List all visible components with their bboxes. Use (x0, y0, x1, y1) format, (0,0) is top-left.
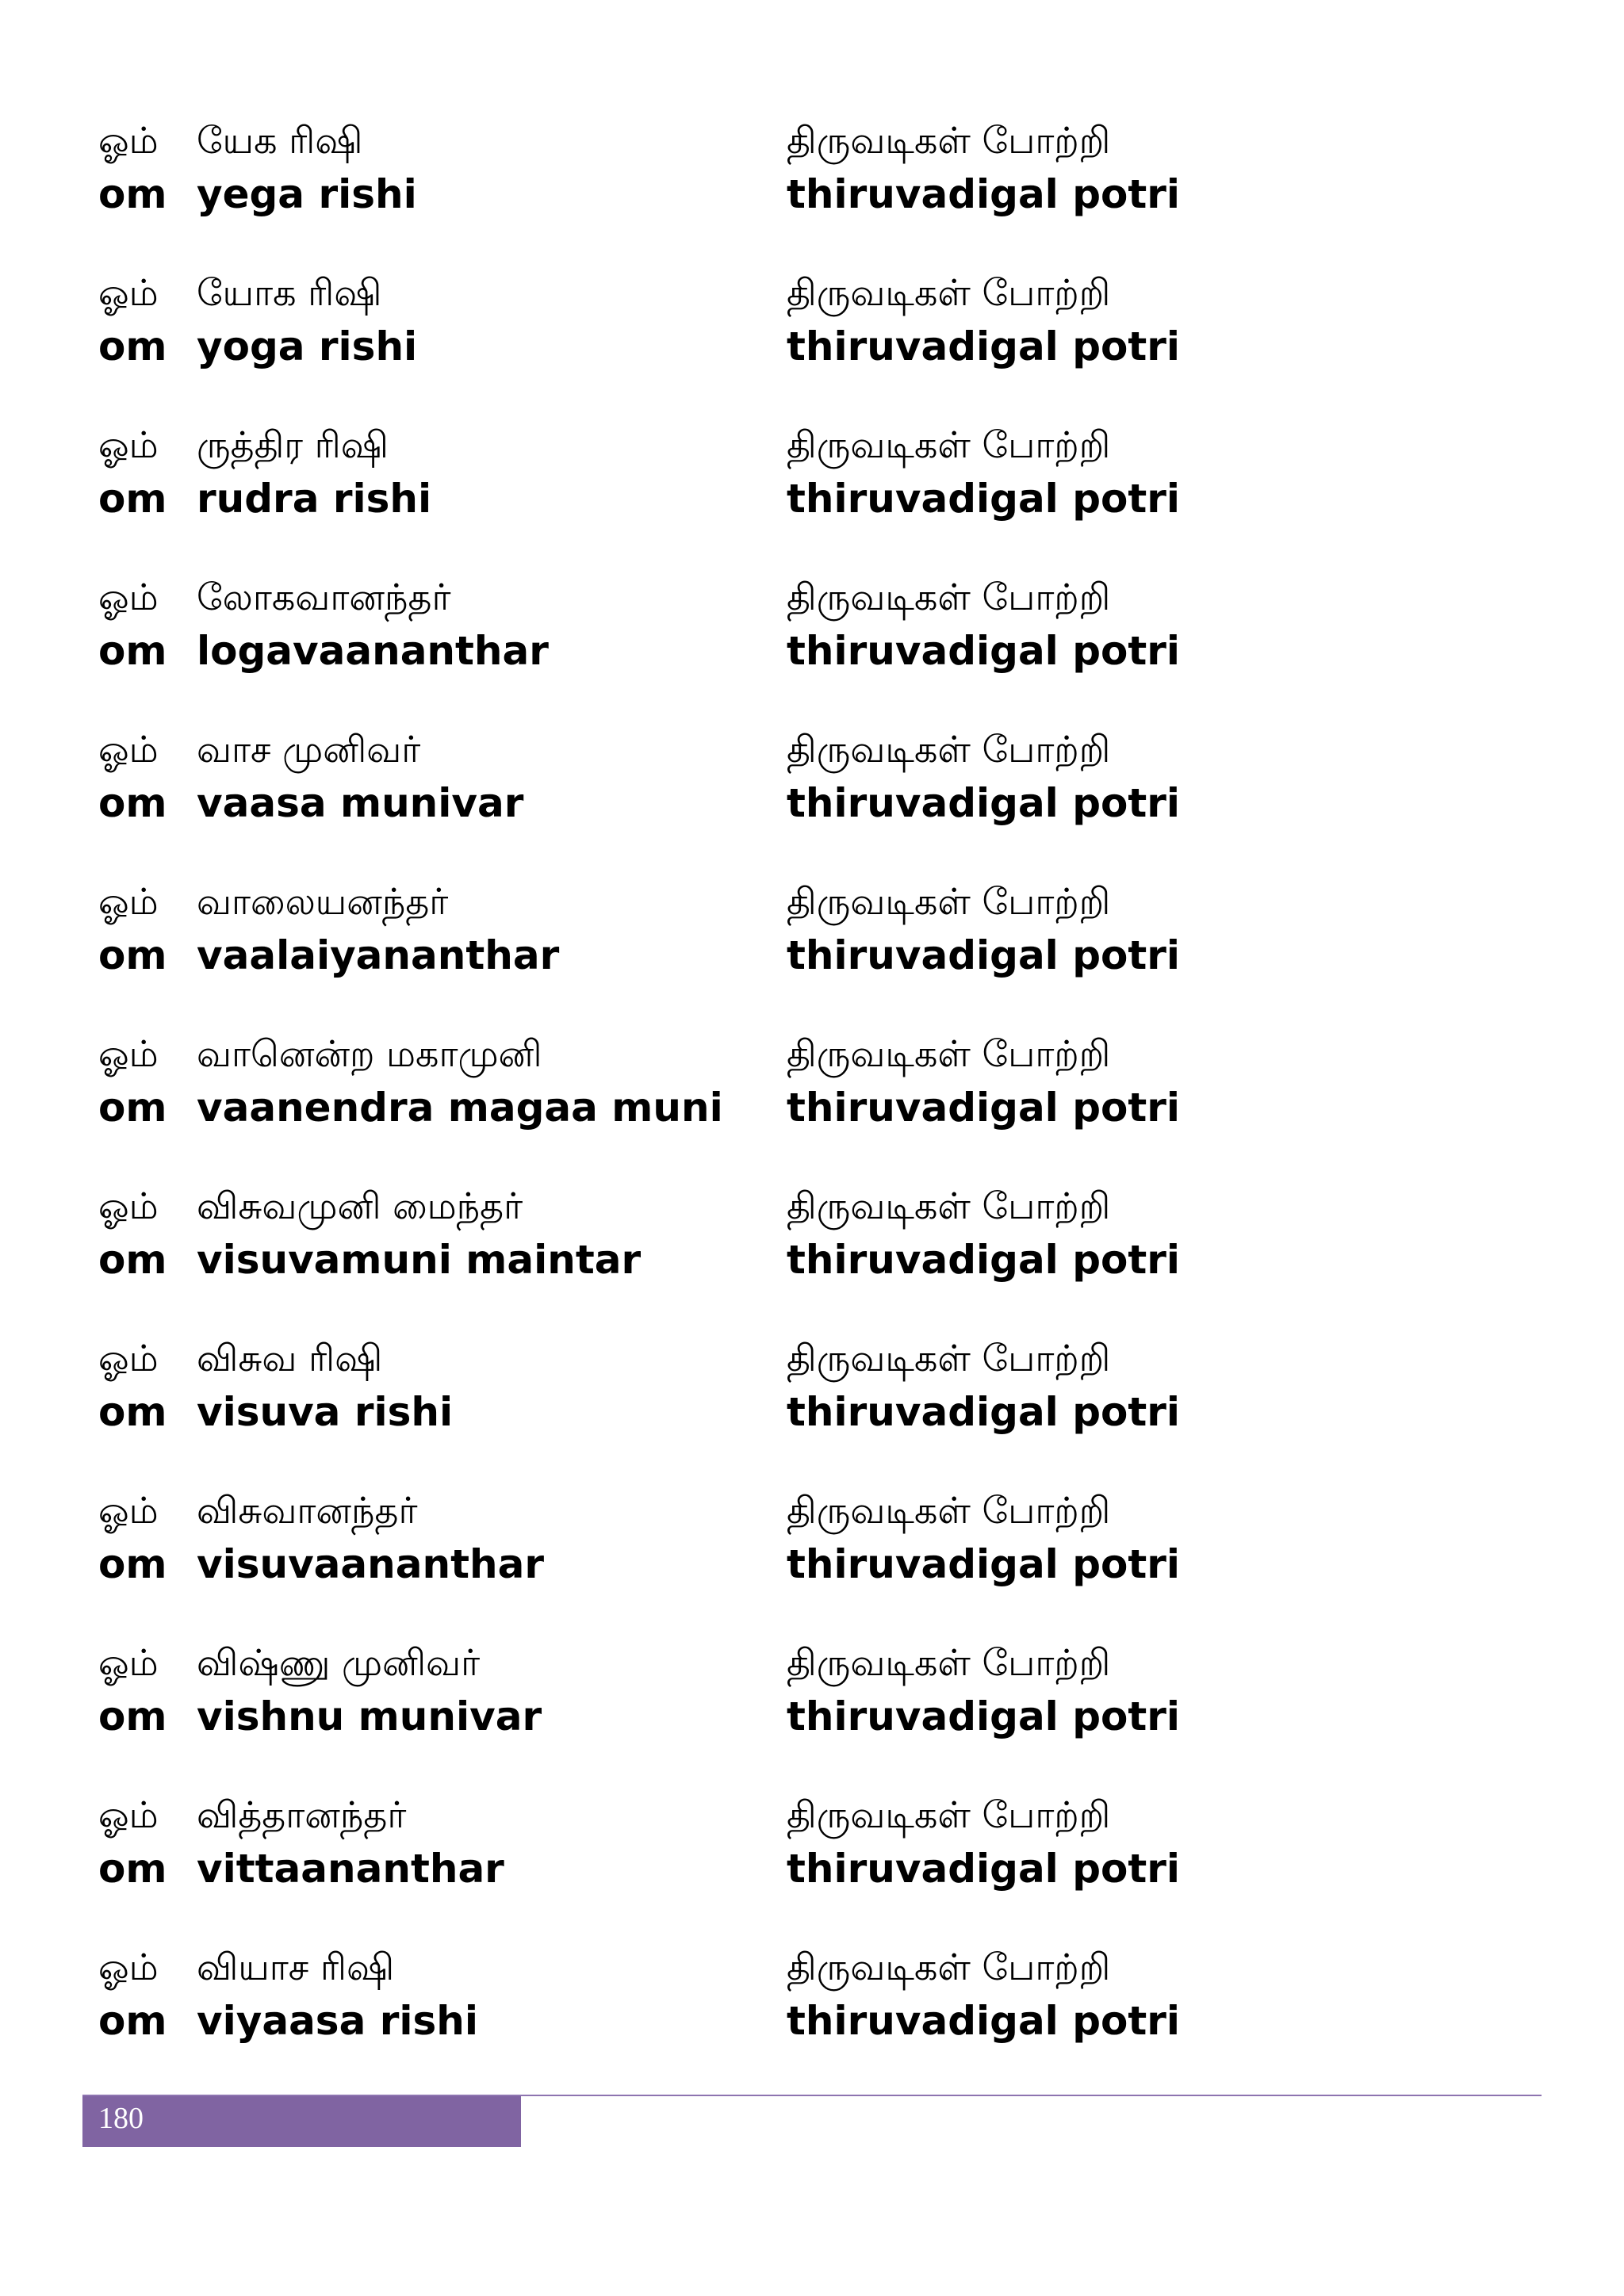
tamil-line (0, 417, 1624, 473)
latin-om: om (98, 476, 167, 522)
latin-om: om (98, 1237, 167, 1283)
transliteration-line (0, 1841, 1624, 1896)
tamil-om: ஓம் (98, 1489, 159, 1532)
latin-salutation: thiruvadigal potri (787, 1389, 1181, 1435)
tamil-line (0, 1483, 1624, 1538)
tamil-name: ருத்திர ரிஷி (197, 423, 389, 466)
transliteration-line (0, 1536, 1624, 1592)
latin-salutation: thiruvadigal potri (787, 323, 1181, 369)
tamil-om: ஓம் (98, 119, 159, 162)
invocation-entry (0, 721, 1624, 856)
invocation-entry (0, 1939, 1624, 2074)
tamil-line (0, 265, 1624, 320)
tamil-om: ஓம் (98, 1184, 159, 1227)
tamil-salutation: திருவடிகள் போற்றி (787, 880, 1111, 923)
latin-om: om (98, 1693, 167, 1739)
tamil-salutation: திருவடிகள் போற்றி (787, 576, 1111, 618)
tamil-salutation: திருவடிகள் போற்றி (787, 1946, 1111, 1988)
tamil-om: ஓம் (98, 1641, 159, 1684)
tamil-line (0, 1026, 1624, 1081)
tamil-name: வாலையனந்தர் (197, 880, 449, 923)
tamil-line (0, 1787, 1624, 1843)
latin-name: visuva rishi (197, 1389, 454, 1435)
tamil-om: ஓம் (98, 1946, 159, 1988)
tamil-salutation: திருவடிகள் போற்றி (787, 1489, 1111, 1532)
transliteration-line (0, 1384, 1624, 1440)
latin-om: om (98, 171, 167, 217)
latin-name: logavaananthar (197, 628, 549, 674)
latin-name: rudra rishi (197, 476, 432, 522)
tamil-om: ஓம் (98, 576, 159, 618)
latin-salutation: thiruvadigal potri (787, 476, 1181, 522)
invocation-entry (0, 1026, 1624, 1161)
invocation-entry (0, 1483, 1624, 1617)
latin-om: om (98, 1846, 167, 1892)
tamil-name: வியாச ரிஷி (197, 1946, 395, 1988)
latin-name: yoga rishi (197, 323, 418, 369)
latin-name: vaasa munivar (197, 780, 524, 826)
tamil-salutation: திருவடிகள் போற்றி (787, 119, 1111, 162)
latin-salutation: thiruvadigal potri (787, 1693, 1181, 1739)
tamil-name: விஷ்ணு முனிவர் (197, 1641, 481, 1684)
latin-name: visuvamuni maintar (197, 1237, 642, 1283)
latin-om: om (98, 932, 167, 978)
tamil-salutation: திருவடிகள் போற்றி (787, 1641, 1111, 1684)
tamil-line (0, 113, 1624, 168)
tamil-salutation: திருவடிகள் போற்றி (787, 1032, 1111, 1075)
tamil-line (0, 569, 1624, 625)
transliteration-line (0, 319, 1624, 374)
tamil-om: ஓம் (98, 1337, 159, 1380)
latin-om: om (98, 780, 167, 826)
latin-name: vittaananthar (197, 1846, 504, 1892)
tamil-name: லோகவானந்தர் (197, 576, 451, 618)
latin-salutation: thiruvadigal potri (787, 1998, 1181, 2044)
latin-name: viyaasa rishi (197, 1998, 479, 2044)
transliteration-line (0, 1689, 1624, 1744)
latin-salutation: thiruvadigal potri (787, 1237, 1181, 1283)
transliteration-line (0, 623, 1624, 679)
tamil-line (0, 1939, 1624, 1995)
tamil-name: யேக ரிஷி (197, 119, 363, 162)
invocation-entry (0, 265, 1624, 400)
tamil-salutation: திருவடிகள் போற்றி (787, 271, 1111, 314)
latin-name: yega rishi (197, 171, 417, 217)
tamil-name: வானென்ற மகாமுனி (197, 1032, 542, 1075)
tamil-line (0, 874, 1624, 929)
tamil-line (0, 1178, 1624, 1234)
page-number: 180 (98, 2102, 144, 2135)
latin-salutation: thiruvadigal potri (787, 1085, 1181, 1131)
tamil-om: ஓம் (98, 1793, 159, 1836)
latin-om: om (98, 1541, 167, 1587)
tamil-salutation: திருவடிகள் போற்றி (787, 423, 1111, 466)
latin-salutation: thiruvadigal potri (787, 628, 1181, 674)
latin-om: om (98, 1389, 167, 1435)
tamil-line (0, 721, 1624, 777)
tamil-name: வாச முனிவர் (197, 728, 421, 771)
tamil-salutation: திருவடிகள் போற்றி (787, 1184, 1111, 1227)
invocation-entry (0, 1330, 1624, 1465)
tamil-salutation: திருவடிகள் போற்றி (787, 728, 1111, 771)
latin-name: vaanendra magaa muni (197, 1085, 723, 1131)
tamil-name: வித்தானந்தர் (197, 1793, 407, 1836)
tamil-om: ஓம் (98, 880, 159, 923)
tamil-om: ஓம் (98, 423, 159, 466)
latin-salutation: thiruvadigal potri (787, 171, 1181, 217)
latin-salutation: thiruvadigal potri (787, 932, 1181, 978)
tamil-name: விசுவானந்தர் (197, 1489, 418, 1532)
invocation-entry (0, 1787, 1624, 1922)
transliteration-line (0, 928, 1624, 983)
latin-om: om (98, 1085, 167, 1131)
latin-om: om (98, 628, 167, 674)
latin-salutation: thiruvadigal potri (787, 1846, 1181, 1892)
latin-name: vishnu munivar (197, 1693, 542, 1739)
footer-band (82, 2096, 521, 2147)
latin-name: visuvaananthar (197, 1541, 544, 1587)
latin-name: vaalaiyananthar (197, 932, 560, 978)
tamil-om: ஓம் (98, 271, 159, 314)
latin-salutation: thiruvadigal potri (787, 1541, 1181, 1587)
invocation-entry (0, 417, 1624, 552)
transliteration-line (0, 1993, 1624, 2049)
transliteration-line (0, 775, 1624, 831)
invocation-entry (0, 1635, 1624, 1770)
transliteration-line (0, 166, 1624, 222)
latin-om: om (98, 323, 167, 369)
tamil-name: யோக ரிஷி (197, 271, 382, 314)
transliteration-line (0, 1080, 1624, 1135)
tamil-line (0, 1635, 1624, 1690)
latin-om: om (98, 1998, 167, 2044)
tamil-salutation: திருவடிகள் போற்றி (787, 1337, 1111, 1380)
tamil-salutation: திருவடிகள் போற்றி (787, 1793, 1111, 1836)
tamil-name: விசுவமுனி மைந்தர் (197, 1184, 523, 1227)
invocation-entry (0, 569, 1624, 704)
tamil-name: விசுவ ரிஷி (197, 1337, 383, 1380)
invocation-entry (0, 874, 1624, 1008)
invocation-entry (0, 113, 1624, 247)
tamil-line (0, 1330, 1624, 1386)
latin-salutation: thiruvadigal potri (787, 780, 1181, 826)
tamil-om: ஓம் (98, 1032, 159, 1075)
invocation-entry (0, 1178, 1624, 1313)
tamil-om: ஓம் (98, 728, 159, 771)
transliteration-line (0, 471, 1624, 526)
transliteration-line (0, 1232, 1624, 1288)
